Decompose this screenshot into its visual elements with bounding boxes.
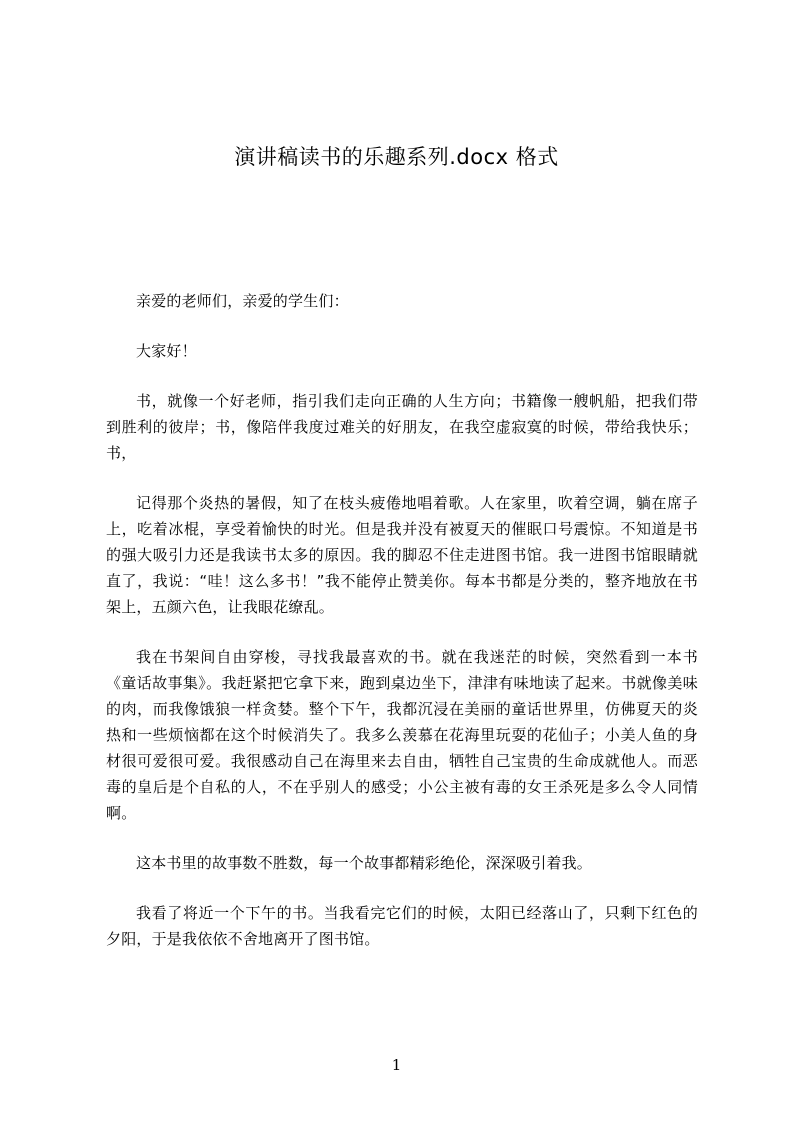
document-body (106, 288, 698, 976)
paragraph-hello: 大家好！ (136, 342, 197, 360)
paragraph-summer-library: 记得那个炎热的暑假，知了在枝头疲倦地唱着歌。人在家里，吹着空调，躺在席子上，吃着冰棍，享受着愉快的时光。但是我并没有被夏天的催眠口号震惊。不知道是书的强大吸引力还是我读书太多的原因。我的脚忍不住走进图书馆。我一进图书馆眼睛就直了，我说：“哇！这么多书！”我不能停止赞美你。每本书都是分类的，整齐地放在书架上，五颜六色，让我眼花缭乱。 (106, 494, 698, 616)
paragraph-books-intro: 书，就像一个好老师，指引我们走向正确的人生方向；书籍像一艘帆船，把我们带到胜利的彼岸；书，像陪伴我度过难关的好朋友，在我空虚寂寞的时候，带给我快乐；书， (106, 392, 698, 462)
page-number: 1 (391, 1056, 402, 1074)
paragraph-fairy-tales: 我在书架间自由穿梭，寻找我最喜欢的书。就在我迷茫的时候，突然看到一本书《童话故事集》。我赶紧把它拿下来，跑到桌边坐下，津津有味地读了起来。书就像美味的肉，而我像饿狼一样贪婪。整个下午，我都沉浸在美丽的童话世界里，仿佛夏天的炎热和一些烦恼都在这个时候消失了。我多么羡慕在花海里玩耍的花仙子；小美人鱼的身材很可爱很可爱。我很感动自己在海里来去自由，牺牲自己宝贵的生命成就他人。而恶毒的皇后是个自私的人，不在乎别人的感受；小公主被有毒的女王杀死是多么令人同情啊。 (106, 648, 698, 822)
paragraph-sunset: 我看了将近一个下午的书。当我看完它们的时候，太阳已经落山了，只剩下红色的夕阳，于是我依依不舍地离开了图书馆。 (106, 904, 698, 948)
paragraph-greeting: 亲爱的老师们，亲爱的学生们： (136, 292, 349, 310)
paragraph-stories: 这本书里的故事数不胜数，每一个故事都精彩绝伦，深深吸引着我。 (136, 854, 593, 872)
document-title: 演讲稿读书的乐趣系列.docx 格式 (234, 145, 559, 169)
